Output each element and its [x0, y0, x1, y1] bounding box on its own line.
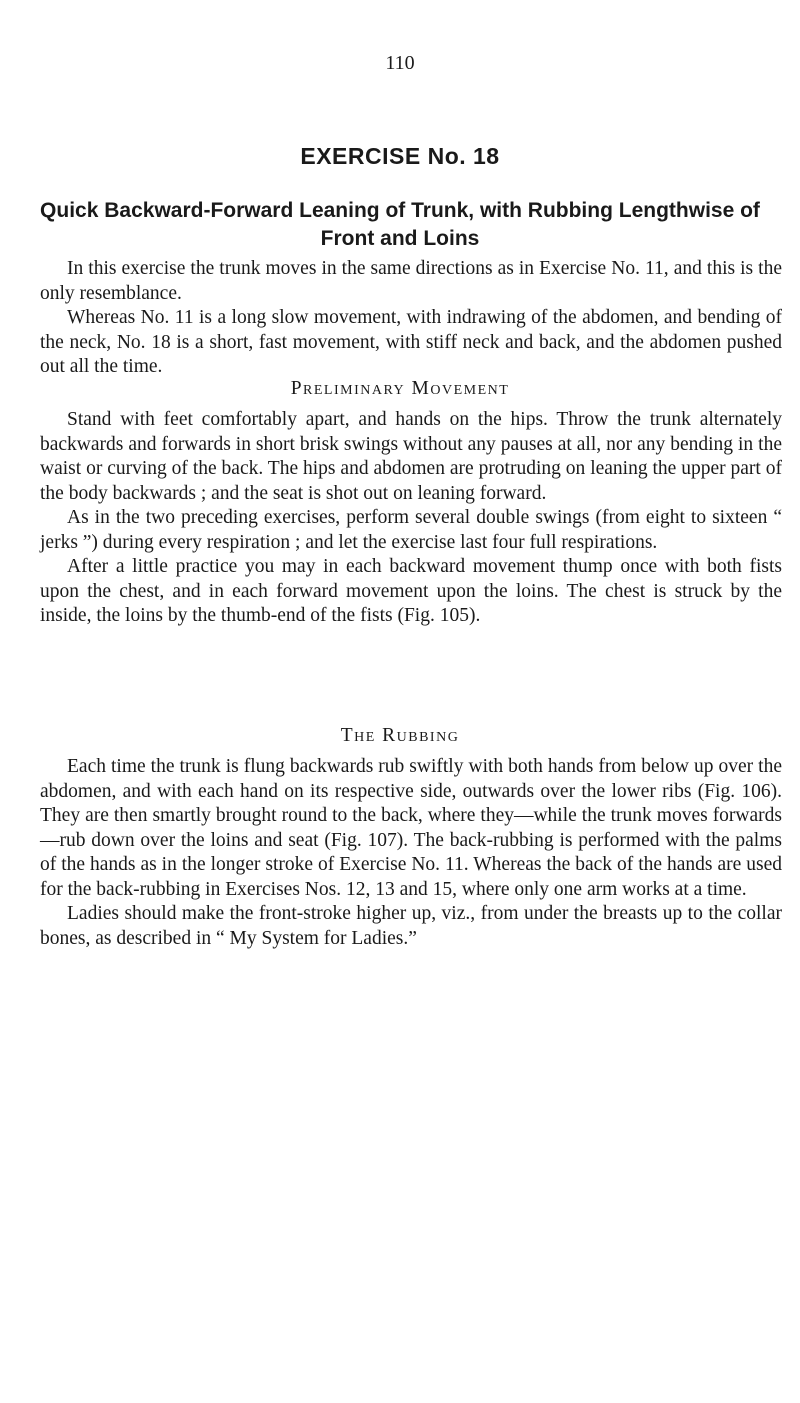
- exercise-subtitle: Quick Backward-Forward Leaning of Trunk, with Rubbing Lengthwise of Front and Loins: [40, 199, 760, 250]
- rubbing-section: [40, 755, 782, 951]
- rubbing-paragraph-2: Ladies should make the front-stroke higher up, viz., from under the breasts up to the collar bones, as described in “ My System for Ladies.”: [40, 903, 782, 949]
- preliminary-paragraph-2: As in the two preceding exercises, perform several double swings (from eight to sixteen “ jerks ”) during every respiration ; and let the exercise last four full respirations.: [40, 507, 782, 553]
- page-number: 110: [385, 52, 415, 74]
- preliminary-paragraph-1: Stand with feet comfortably apart, and hands on the hips. Throw the trunk alternately backwards and forwards in short brisk swings without any pauses at all, nor any bending in the waist or curving of the back. The hips and abdomen are protruding on leaning the upper part of the body backwards ; and the seat is shot out on leaning forward.: [40, 409, 782, 504]
- section-heading-rubbing: The Rubbing: [340, 725, 460, 746]
- intro-paragraph-1: In this exercise the trunk moves in the same directions as in Exercise No. 11, and this is the only resemblance.: [40, 258, 782, 304]
- exercise-title: EXERCISE No. 18: [300, 143, 500, 169]
- section-heading-preliminary: Preliminary Movement: [290, 378, 510, 399]
- intro-paragraph-2: Whereas No. 11 is a long slow movement, with indrawing of the abdomen, and bending of the neck, No. 18 is a short, fast movement, with stiff neck and back, and the abdomen pushed out all the time.: [40, 307, 782, 377]
- intro-section: [40, 257, 782, 380]
- preliminary-section: [40, 408, 782, 629]
- rubbing-paragraph-1: Each time the trunk is flung backwards rub swiftly with both hands from below up over the abdomen, and with each hand on its respective side, outwards over the lower ribs (Fig. 106). They are then smartly brought round to the back, where they—while the trunk moves forwards—rub down over the loins and seat (Fig. 107). The back-rubbing is performed with the palms of the hands as in the longer stroke of Exercise No. 11. Whereas the back of the hands are used for the back-rubbing in Exercises Nos. 12, 13 and 15, where only one arm works at a time.: [40, 756, 782, 900]
- preliminary-paragraph-3: After a little practice you may in each backward movement thump once with both fists upon the chest, and in each forward movement upon the loins. The chest is struck by the inside, the loins by the thumb-end of the fists (Fig. 105).: [40, 556, 782, 626]
